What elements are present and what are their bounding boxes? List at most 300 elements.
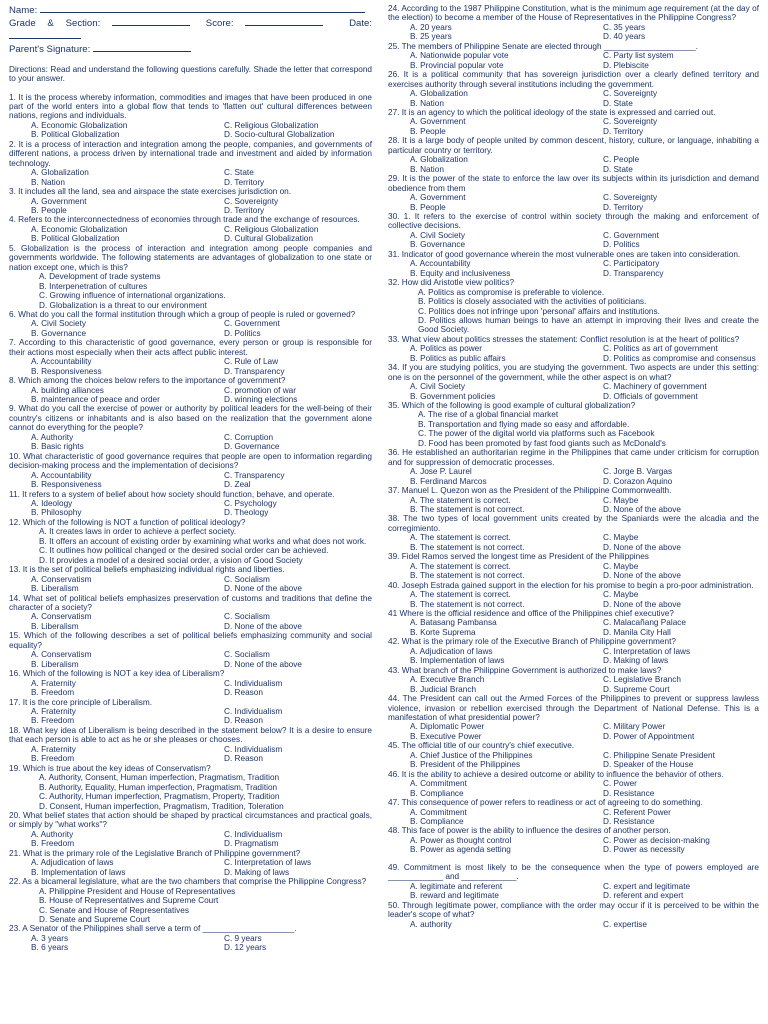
answer-option[interactable]: D. 12 years (224, 943, 267, 953)
score-field[interactable] (245, 17, 323, 26)
answer-option[interactable]: B. Responsiveness (31, 480, 102, 490)
answer-option[interactable]: D. Corazon Aquino (603, 476, 673, 486)
answer-option[interactable]: B. Implementation of laws (31, 867, 126, 877)
question-text: 18. What key idea of Liberalism is being described in the statement below? It is a desire to ensure that each person is able to act as he or she pleases or chooses. (9, 725, 372, 745)
answer-option[interactable]: A. Ideology (31, 499, 73, 509)
question-text: 24. According to the 1987 Philippine Constitution, what is the minimum age requirement (at the day of the election) to become a member of the House of Representatives in the Philippine Congress? (388, 4, 759, 23)
question-text: 9. What do you call the exercise of power or authority by political leaders for the well-being of their country's citizens or inhabitants and is also based on the realization that the government alone cannot do everything for the people? (9, 404, 372, 433)
question-text: 20. What belief states that action should be shaped by practical circumstances and practical goals, or simply by "what works"? (9, 810, 372, 830)
answer-option[interactable]: B. maintenance of peace and order (31, 395, 160, 405)
answer-option[interactable]: A. Conservatism (31, 650, 92, 660)
answer-option[interactable]: D. Speaker of the House (603, 760, 694, 770)
date-field[interactable] (9, 30, 81, 39)
answer-option[interactable]: A. Diplomatic Power (410, 722, 485, 732)
answer-option[interactable]: C. Growing influence of international organizations. (39, 291, 226, 301)
answer-options (410, 779, 759, 798)
answer-option[interactable]: A. Accountability (31, 357, 92, 367)
question-block (388, 136, 759, 174)
option-row (31, 934, 372, 943)
answer-option[interactable]: B. It offers an account of existing order by examining what works and what does not work. (39, 536, 367, 546)
answer-option[interactable]: D. Reason (224, 688, 263, 698)
option-row (31, 943, 372, 952)
question-text: 5. Globalization is the process of interaction and integration among people companies and governments worldwide. The following statements are advantages of globalization to one state or nation except one, which is this? (9, 243, 372, 272)
answer-option[interactable]: B. Judicial Branch (410, 684, 477, 694)
answer-option[interactable]: B. The statement is not correct. (410, 542, 525, 552)
option-row (31, 480, 372, 489)
question-text: 50. Through legitimate power, compliance with the order may occur if it is perceived to be within the leader's scope of what? (388, 900, 759, 920)
answer-option[interactable]: B. Nation (410, 164, 444, 174)
answer-option[interactable]: A. The statement is correct. (410, 590, 511, 600)
question-block (388, 363, 759, 401)
answer-option[interactable]: B. Responsiveness (31, 366, 102, 376)
answer-option[interactable]: A. Adjudication of laws (31, 858, 114, 868)
option-row (410, 32, 759, 41)
answer-option[interactable]: B. Philosophy (31, 508, 82, 518)
answer-option[interactable]: D. Governance (224, 442, 280, 452)
option-row (31, 386, 372, 395)
answer-option[interactable]: A. Accountability (410, 259, 471, 269)
answer-option[interactable]: A. It creates laws in order to achieve a perfect society. (39, 527, 237, 537)
answer-options (410, 675, 759, 694)
answer-options (410, 467, 759, 486)
answer-option[interactable]: A. Civil Society (410, 230, 466, 240)
answer-option[interactable]: D. Territory (224, 205, 265, 215)
answer-option[interactable]: B. Provincial popular vote (410, 60, 504, 70)
answer-option[interactable]: A. Fraternity (31, 678, 76, 688)
question-text: 32. How did Aristotle view politics? (388, 278, 515, 288)
option-row (410, 722, 759, 731)
answer-options (410, 344, 759, 363)
question-text: 44. The President can call out the Armed Forces of the Philippines to prevent or suppress lawless violence, invasion or rebellion exercised through the Department of National Defense. This is a manifestation of what presidential power? (388, 694, 759, 722)
option-row (410, 751, 759, 760)
option-row (410, 675, 759, 684)
answer-option[interactable]: A. Development of trade systems (39, 272, 161, 282)
question-block (388, 826, 759, 854)
option-row (410, 543, 759, 552)
answer-option[interactable]: C. State (224, 168, 254, 178)
answer-option[interactable]: B. Nation (31, 177, 65, 187)
question-text: 19. Which is true about the key ideas of Conservatism? (9, 763, 211, 773)
answer-option[interactable]: A. legitimate and referent (410, 881, 503, 891)
parent-signature-line (9, 43, 372, 56)
question-block (9, 669, 372, 697)
answer-options (31, 168, 372, 187)
answer-option[interactable]: C. Participatory (603, 259, 660, 269)
answer-option[interactable]: C. Corruption (224, 432, 274, 442)
option-row (31, 622, 372, 631)
answer-option[interactable]: C. 35 years (603, 22, 646, 32)
question-block (9, 244, 372, 310)
answer-option[interactable]: C. Power as decision-making (603, 835, 710, 845)
answer-option[interactable]: B. reward and legitimate (410, 891, 499, 901)
option-row (410, 269, 759, 278)
answer-options (31, 319, 372, 338)
answer-option[interactable]: C. Interpretation of laws (603, 646, 691, 656)
answer-option[interactable]: C. Politics does not infringe upon 'personal' affairs and institutions. (418, 306, 660, 316)
answer-option[interactable]: C. Government (603, 230, 659, 240)
answer-options (31, 121, 372, 140)
answer-option[interactable]: D. Territory (603, 126, 644, 136)
answer-options (31, 934, 372, 953)
question-text: 45. The official title of our country's chief executive. (388, 741, 575, 751)
answer-option[interactable]: C. Referent Power (603, 807, 671, 817)
option-row (410, 193, 759, 202)
question-list-right (388, 4, 759, 929)
answer-option[interactable]: A. Commitment (410, 807, 467, 817)
answer-option[interactable]: C. Philippine Senate President (603, 750, 715, 760)
answer-option[interactable]: B. Freedom (31, 688, 75, 698)
answer-option[interactable]: D. Senate and Supreme Court (39, 914, 150, 924)
answer-option[interactable]: D. Cultural Globalization (224, 234, 313, 244)
answer-option[interactable]: D. Making of laws (603, 656, 669, 666)
option-row (410, 155, 759, 164)
option-row (410, 505, 759, 514)
option-row (31, 121, 372, 130)
answer-option[interactable]: A. Conservatism (31, 612, 92, 622)
answer-option[interactable]: B. Executive Power (410, 731, 482, 741)
question-text: 7. According to this characteristic of good governance, every person or group is responsible for their actions most especially when their acts affect public interest. (9, 338, 372, 357)
question-text: 26. It is a political community that has sovereign jurisdiction over a clearly defined territory and exercises authority through several institutions including the government. (388, 70, 759, 89)
answer-option[interactable]: B. Implementation of laws (410, 656, 505, 666)
answer-option[interactable]: B. 25 years (410, 32, 452, 42)
answer-option[interactable]: B. 6 years (31, 943, 69, 953)
answer-option[interactable]: C. Power (603, 779, 637, 789)
answer-option[interactable]: C. Sovereignty (224, 196, 279, 206)
question-text: 33. What view about politics stresses the statement: Conflict resolution is at the heart of politics? (388, 334, 740, 344)
answer-option[interactable]: D. Globalization is a threat to our environment (39, 300, 207, 310)
answer-option[interactable]: D. Theology (224, 508, 269, 518)
answer-option[interactable]: C. Individualism (224, 744, 283, 754)
answer-option[interactable]: A. Government (410, 193, 466, 203)
answer-option[interactable]: D. Resistance (603, 788, 655, 798)
answer-option[interactable]: D. Socio-cultural Globalization (224, 130, 335, 140)
answer-option[interactable]: A. 3 years (31, 933, 69, 943)
answer-option[interactable]: B. Nation (410, 98, 444, 108)
answer-option[interactable]: D. Transparency (603, 268, 664, 278)
question-text: 46. It is the ability to achieve a desired outcome or ability to influence the behavior of others. (388, 769, 724, 779)
answer-options (410, 647, 759, 666)
option-row (31, 612, 372, 621)
name-field[interactable] (40, 4, 365, 13)
answer-option[interactable]: C. Socialism (224, 612, 270, 622)
grade-field[interactable] (112, 17, 190, 26)
right-column (388, 4, 759, 929)
parent-signature-field[interactable] (93, 43, 191, 52)
option-row (410, 571, 759, 580)
answer-option[interactable]: C. expert and legitimate (603, 881, 691, 891)
answer-option[interactable]: A. The rise of a global financial market (418, 410, 559, 420)
question-block (9, 338, 372, 376)
answer-option[interactable]: C. Individualism (224, 706, 283, 716)
answer-option[interactable]: B. Interpenetration of cultures (39, 281, 148, 291)
answer-options (410, 722, 759, 741)
answer-option[interactable]: B. Liberalism (31, 659, 79, 669)
answer-option[interactable]: D. Territory (603, 202, 644, 212)
answer-option[interactable]: A. Politics as power (410, 344, 482, 354)
answer-option[interactable]: B. Government policies (410, 391, 496, 401)
answer-option[interactable]: B. Liberalism (31, 621, 79, 631)
answer-option[interactable]: C. Religious Globalization (224, 120, 319, 130)
answer-option[interactable]: D. Pragmatism (224, 839, 279, 849)
question-block (388, 250, 759, 278)
answer-option[interactable]: B. Political Globalization (31, 130, 120, 140)
answer-option[interactable]: D. 40 years (603, 32, 646, 42)
answer-option[interactable]: B. The statement is not correct. (410, 599, 525, 609)
answer-option[interactable]: D. Consent, Human imperfection, Pragmatism, Tradition, Toleration (39, 801, 284, 811)
answer-option[interactable]: C. Machinery of government (603, 382, 707, 392)
question-block (9, 310, 372, 338)
option-row (31, 508, 372, 517)
answer-option[interactable]: C. expertise (603, 919, 648, 929)
question-list-left (9, 93, 372, 953)
answer-option[interactable]: B. Freedom (31, 754, 75, 764)
answer-option[interactable]: B. Politics is closely associated with the activities of politicians. (418, 297, 647, 307)
answer-option[interactable]: D. It provides a model of a desired social order, a vision of Good Society (39, 555, 303, 565)
answer-option[interactable]: B. Governance (410, 240, 466, 250)
answer-option[interactable]: D. None of the above (224, 584, 302, 594)
question-text: 47. This consequence of power refers to readiness or act of agreeing to do something. (388, 798, 703, 808)
answer-option[interactable]: D. None of the above (224, 621, 302, 631)
answer-option[interactable]: A. Government (31, 196, 87, 206)
answer-option[interactable]: C. People (603, 155, 640, 165)
answer-option[interactable]: B. Compliance (410, 816, 464, 826)
answer-option[interactable]: A. Philippine President and House of Representatives (39, 886, 236, 896)
answer-option[interactable]: A. Chief Justice of the Philippines (410, 750, 533, 760)
option-row (31, 168, 372, 177)
answer-option[interactable]: D. winning elections (224, 395, 298, 405)
answer-option[interactable]: C. Authority, Human imperfection, Pragmatism, Property, Tradition (39, 792, 280, 802)
answer-option[interactable]: D. Politics (603, 240, 640, 250)
answer-option[interactable]: A. Conservatism (31, 574, 92, 584)
answer-option[interactable]: C. Socialism (224, 574, 270, 584)
answer-option[interactable]: D. None of the above (224, 659, 302, 669)
answer-option[interactable]: A. Accountability (31, 470, 92, 480)
answer-option[interactable]: B. Power as agenda setting (410, 845, 511, 855)
option-row (31, 830, 372, 839)
answer-option[interactable]: D. Making of laws (224, 867, 290, 877)
answer-options (31, 357, 372, 376)
answer-option[interactable]: A. Power as thought control (410, 835, 512, 845)
option-row (410, 117, 759, 126)
answer-option[interactable]: A. Commitment (410, 779, 467, 789)
question-block (9, 565, 372, 593)
answer-options (31, 612, 372, 631)
answer-option[interactable]: A. Authority (31, 829, 74, 839)
answer-option[interactable]: C. Malacañang Palace (603, 618, 687, 628)
option-row (410, 467, 759, 476)
answer-option[interactable]: D. Politics as compromise and consensus (603, 353, 756, 363)
option-row (31, 688, 372, 697)
answer-option[interactable]: C. 9 years (224, 933, 262, 943)
answer-option[interactable]: C. Politics as art of government (603, 344, 718, 354)
answer-options (410, 590, 759, 609)
answer-option[interactable]: B. Authority, Equality, Human imperfection, Pragmatism, Tradition (39, 782, 278, 792)
option-row (31, 178, 372, 187)
answer-option[interactable]: A. Authority (31, 432, 74, 442)
answer-option[interactable]: A. Authority, Consent, Human imperfection, Pragmatism, Tradition (39, 773, 280, 783)
answer-option[interactable]: D. Food has been promoted by fast food giants such as McDonald's (418, 438, 666, 448)
answer-option[interactable]: A. 20 years (410, 22, 452, 32)
answer-option[interactable]: B. Compliance (410, 788, 464, 798)
question-block (9, 404, 372, 451)
answer-option[interactable]: C. Maybe (603, 590, 639, 600)
answer-option[interactable]: A. Globalization (410, 89, 468, 99)
question-text: 38. The two types of local government units created by the Spaniards were the alcadia and the corregimiento. (388, 514, 759, 533)
answer-option[interactable]: B. Transportation and flying made so easy and affordable. (418, 419, 630, 429)
answer-option[interactable]: D. Manila City Hall (603, 627, 671, 637)
question-text: 14. What set of political beliefs emphasizes preservation of customs and traditions that define the character of a society? (9, 593, 372, 612)
answer-option[interactable]: A. Fraternity (31, 706, 76, 716)
answer-option[interactable]: C. Psychology (224, 499, 277, 509)
question-text: 13. It is the set of political beliefs emphasizing individual rights and liberties. (9, 565, 285, 575)
answer-option[interactable]: D. None of the above (603, 571, 681, 581)
answer-option[interactable]: C. It outlines how political changed or the desired social order can be achieved. (39, 546, 329, 556)
answer-option[interactable]: B. Ferdinand Marcos (410, 476, 487, 486)
option-row (410, 477, 759, 486)
answer-option[interactable]: C. Individualism (224, 678, 283, 688)
left-column (9, 4, 372, 953)
question-block (388, 212, 759, 250)
answer-option[interactable]: A. Government (410, 117, 466, 127)
answer-option[interactable]: D. None of the above (603, 599, 681, 609)
answer-option[interactable]: D. Zeal (224, 480, 251, 490)
answer-option[interactable]: D. Territory (224, 177, 265, 187)
answer-option[interactable]: D. State (603, 98, 633, 108)
answer-option[interactable]: B. Politics as public affairs (410, 353, 506, 363)
answer-option[interactable]: A. Adjudication of laws (410, 646, 493, 656)
answer-option[interactable]: A. Batasang Pambansa (410, 618, 497, 628)
answer-option[interactable]: D. Reason (224, 754, 263, 764)
answer-option[interactable]: A. The statement is correct. (410, 495, 511, 505)
answer-option[interactable]: D. Officials of government (603, 391, 698, 401)
answer-option[interactable]: C. Maybe (603, 533, 639, 543)
answer-option[interactable]: A. authority (410, 919, 452, 929)
answer-option[interactable]: A. The statement is correct. (410, 561, 511, 571)
name-line (9, 4, 372, 17)
answer-option[interactable]: B. House of Representatives and Supreme Court (39, 896, 219, 906)
option-row (410, 203, 759, 212)
answer-option[interactable]: C. Individualism (224, 829, 283, 839)
answer-options (31, 225, 372, 244)
option-row (31, 868, 372, 877)
answer-option[interactable]: C. Interpretation of laws (224, 858, 312, 868)
answer-option[interactable]: C. Senate and House of Representatives (39, 905, 189, 915)
answer-option[interactable]: C. The power of the digital world via platforms such as Facebook (418, 429, 655, 439)
answer-option[interactable]: C. Legislative Branch (603, 675, 681, 685)
answer-option[interactable]: C. Religious Globalization (224, 224, 319, 234)
question-text: 36. He established an authoritarian regime in the Philippines that came under criticism for corruption and for suppression of democratic processes. (388, 448, 759, 467)
answer-options (410, 533, 759, 552)
answer-option[interactable]: A. Globalization (31, 168, 89, 178)
answer-options (410, 618, 759, 637)
answer-option[interactable]: A. Fraternity (31, 744, 76, 754)
answer-option[interactable]: A. building alliances (31, 385, 104, 395)
answer-options (410, 231, 759, 250)
answer-option[interactable]: C. Maybe (603, 561, 639, 571)
answer-option[interactable]: D. Reason (224, 716, 263, 726)
answer-option[interactable]: D. Politics allows human beings to have an attempt in improving their lives and create the Good Society. (418, 315, 759, 335)
answer-option[interactable]: A. Nationwide popular vote (410, 51, 509, 61)
option-row (410, 590, 759, 599)
answer-option[interactable]: D. State (603, 164, 633, 174)
answer-option[interactable]: D. referent and expert (603, 891, 684, 901)
answer-option[interactable]: C. Maybe (603, 495, 639, 505)
answer-option[interactable]: C. Transparency (224, 470, 285, 480)
answer-option[interactable]: A. Politics as compromise is preferable to violence. (418, 287, 605, 297)
answer-option[interactable]: C. Rule of Law (224, 357, 279, 367)
answer-option[interactable]: A. Jose P. Laurel (410, 467, 472, 477)
question-block (388, 42, 759, 70)
option-row (31, 433, 372, 442)
answer-option[interactable]: B. Korte Suprema (410, 627, 476, 637)
answer-option[interactable]: B. Liberalism (31, 584, 79, 594)
answer-option[interactable]: D. None of the above (603, 505, 681, 515)
answer-option[interactable]: A. Civil Society (31, 319, 87, 329)
option-row (410, 165, 759, 174)
answer-option[interactable]: C. Socialism (224, 650, 270, 660)
answer-option[interactable]: C. Jorge B. Vargas (603, 467, 673, 477)
answer-option[interactable]: B. Freedom (31, 839, 75, 849)
answer-option[interactable]: C. Sovereignty (603, 89, 658, 99)
answer-option[interactable]: B. Governance (31, 328, 87, 338)
answer-option[interactable]: B. Political Globalization (31, 234, 120, 244)
answer-option[interactable]: C. Party list system (603, 51, 674, 61)
answer-option[interactable]: D. Transparency (224, 366, 285, 376)
option-row (410, 344, 759, 353)
answer-option[interactable]: C. Military Power (603, 722, 666, 732)
answer-option[interactable]: B. Freedom (31, 716, 75, 726)
parent-signature-label: Parent's Signature: (9, 43, 91, 55)
answer-option[interactable]: C. Government (224, 319, 280, 329)
answer-option[interactable]: B. People (410, 126, 446, 136)
answer-options (410, 562, 759, 581)
question-block (388, 278, 759, 335)
option-row (410, 562, 759, 571)
question-block (388, 798, 759, 826)
answer-option[interactable]: A. Civil Society (410, 382, 466, 392)
answer-option[interactable]: B. The statement is not correct. (410, 571, 525, 581)
answer-option[interactable]: B. Basic rights (31, 442, 84, 452)
answer-option[interactable]: A. Economic Globalization (31, 120, 128, 130)
question-text: 42. What is the primary role of the Executive Branch of Philippine government? (388, 637, 676, 647)
question-block (388, 770, 759, 798)
option-row (410, 600, 759, 609)
question-block (9, 518, 372, 565)
student-info-header (9, 4, 372, 56)
answer-option[interactable]: A. Globalization (410, 155, 468, 165)
answer-option[interactable]: D. Plebiscite (603, 60, 649, 70)
answer-option[interactable]: B. The statement is not correct. (410, 505, 525, 515)
answer-option[interactable]: D. Politics (224, 328, 261, 338)
answer-option[interactable]: D. None of the above (603, 542, 681, 552)
answer-option[interactable]: A. The statement is correct. (410, 533, 511, 543)
answer-option[interactable]: D. Resistance (603, 816, 655, 826)
answer-option[interactable]: C. promotion of war (224, 385, 296, 395)
answer-option[interactable]: B. People (410, 202, 446, 212)
answer-option[interactable]: A. Executive Branch (410, 675, 485, 685)
answer-option[interactable]: B. President of the Philippines (410, 760, 521, 770)
answer-option[interactable]: D. Supreme Court (603, 684, 670, 694)
answer-option[interactable]: B. People (31, 205, 67, 215)
answer-option[interactable]: C. Sovereignty (603, 193, 658, 203)
answer-option[interactable]: A. Economic Globalization (31, 224, 128, 234)
option-row (410, 240, 759, 249)
answer-option[interactable]: D. Power as necessity (603, 845, 685, 855)
answer-option[interactable]: B. Equity and inclusiveness (410, 268, 511, 278)
answer-option[interactable]: D. Power of Appointment (603, 731, 695, 741)
answer-option[interactable]: C. Sovereignty (603, 117, 658, 127)
question-text: 23. A Senator of the Philippines shall serve a term of ____________________. (9, 924, 297, 934)
